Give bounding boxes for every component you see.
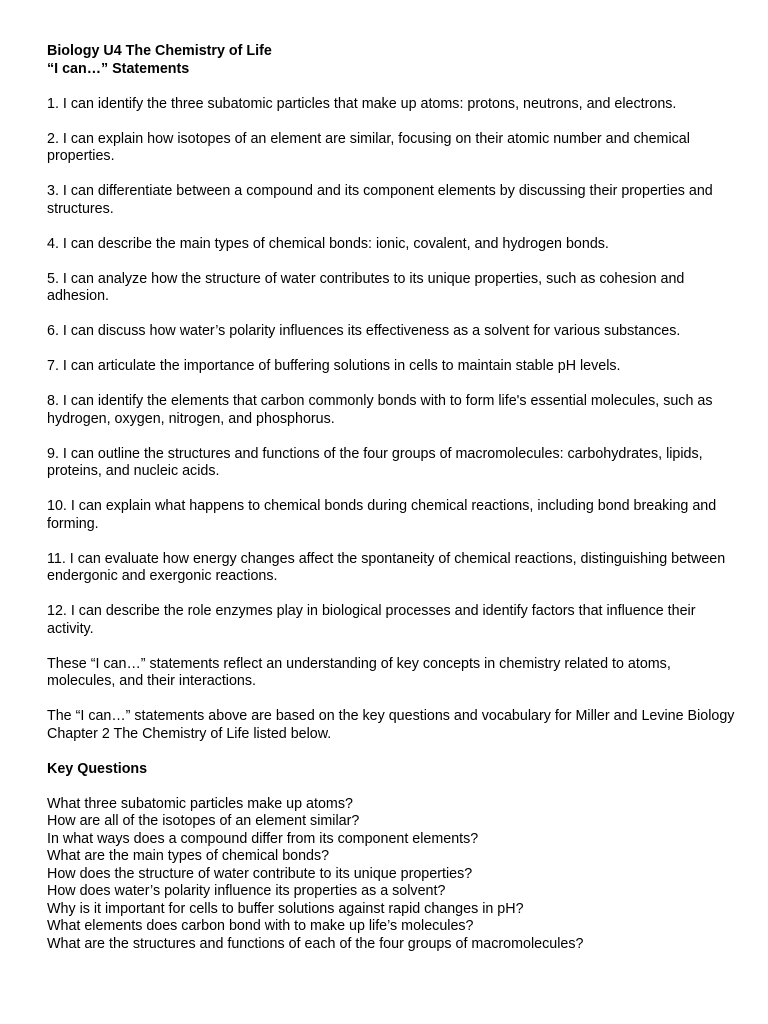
statement-2: 2. I can explain how isotopes of an element are similar, focusing on their atomic number and chemical properties. <box>47 130 690 164</box>
statement-6: 6. I can discuss how water’s polarity influences its effectiveness as a solvent for various substances. <box>47 323 681 339</box>
document-title: Biology U4 The Chemistry of Life <box>47 43 272 59</box>
key-question-item: What are the main types of chemical bonds? <box>47 848 330 864</box>
document-page <box>47 43 737 953</box>
key-questions-list <box>47 796 737 954</box>
summary-paragraph: These “I can…” statements reflect an understanding of key concepts in chemistry related to atoms, molecules, and their interactions. <box>47 655 671 689</box>
statement-7: 7. I can articulate the importance of buffering solutions in cells to maintain stable pH levels. <box>47 358 621 374</box>
statement-list <box>47 96 737 639</box>
statement-9: 9. I can outline the structures and functions of the four groups of macromolecules: carbohydrates, lipids, proteins, and nucleic acids. <box>47 445 703 479</box>
statement-4: 4. I can describe the main types of chemical bonds: ionic, covalent, and hydrogen bonds. <box>47 235 609 252</box>
key-question-item: In what ways does a compound differ from its component elements? <box>47 830 479 847</box>
key-question-item: What are the structures and functions of each of the four groups of macromolecules? <box>47 935 584 952</box>
document-subtitle: “I can…” Statements <box>47 60 190 77</box>
key-question-item: How does water’s polarity influence its properties as a solvent? <box>47 883 446 899</box>
statement-12: 12. I can describe the role enzymes play in biological processes and identify factors that influence their activity. <box>47 603 696 637</box>
statement-1: 1. I can identify the three subatomic particles that make up atoms: protons, neutrons, and electrons. <box>47 95 677 112</box>
statement-3: 3. I can differentiate between a compound and its component elements by discussing their properties and structures. <box>47 183 713 217</box>
statement-8: 8. I can identify the elements that carbon commonly bonds with to form life's essential molecules, such as hydrogen, oxygen, nitrogen, and phosphorus. <box>47 393 713 427</box>
statement-11: 11. I can evaluate how energy changes affect the spontaneity of chemical reactions, distinguishing between endergonic and exergonic reactions. <box>47 550 726 584</box>
key-question-item: What three subatomic particles make up atoms? <box>47 795 353 812</box>
key-question-item: What elements does carbon bond with to make up life’s molecules? <box>47 918 474 934</box>
source-note-paragraph: The “I can…” statements above are based on the key questions and vocabulary for Miller and Levine Biology Chapter 2 The Chemistry of Life listed below. <box>47 708 735 742</box>
title-block <box>47 43 737 78</box>
statement-5: 5. I can analyze how the structure of water contributes to its unique properties, such as cohesion and adhesion. <box>47 270 685 304</box>
key-question-item: Why is it important for cells to buffer solutions against rapid changes in pH? <box>47 900 524 917</box>
statement-10: 10. I can explain what happens to chemical bonds during chemical reactions, including bond breaking and forming. <box>47 498 717 532</box>
key-questions-heading: Key Questions <box>47 760 148 777</box>
key-question-item: How are all of the isotopes of an element similar? <box>47 813 360 829</box>
key-question-item: How does the structure of water contribute to its unique properties? <box>47 865 473 882</box>
